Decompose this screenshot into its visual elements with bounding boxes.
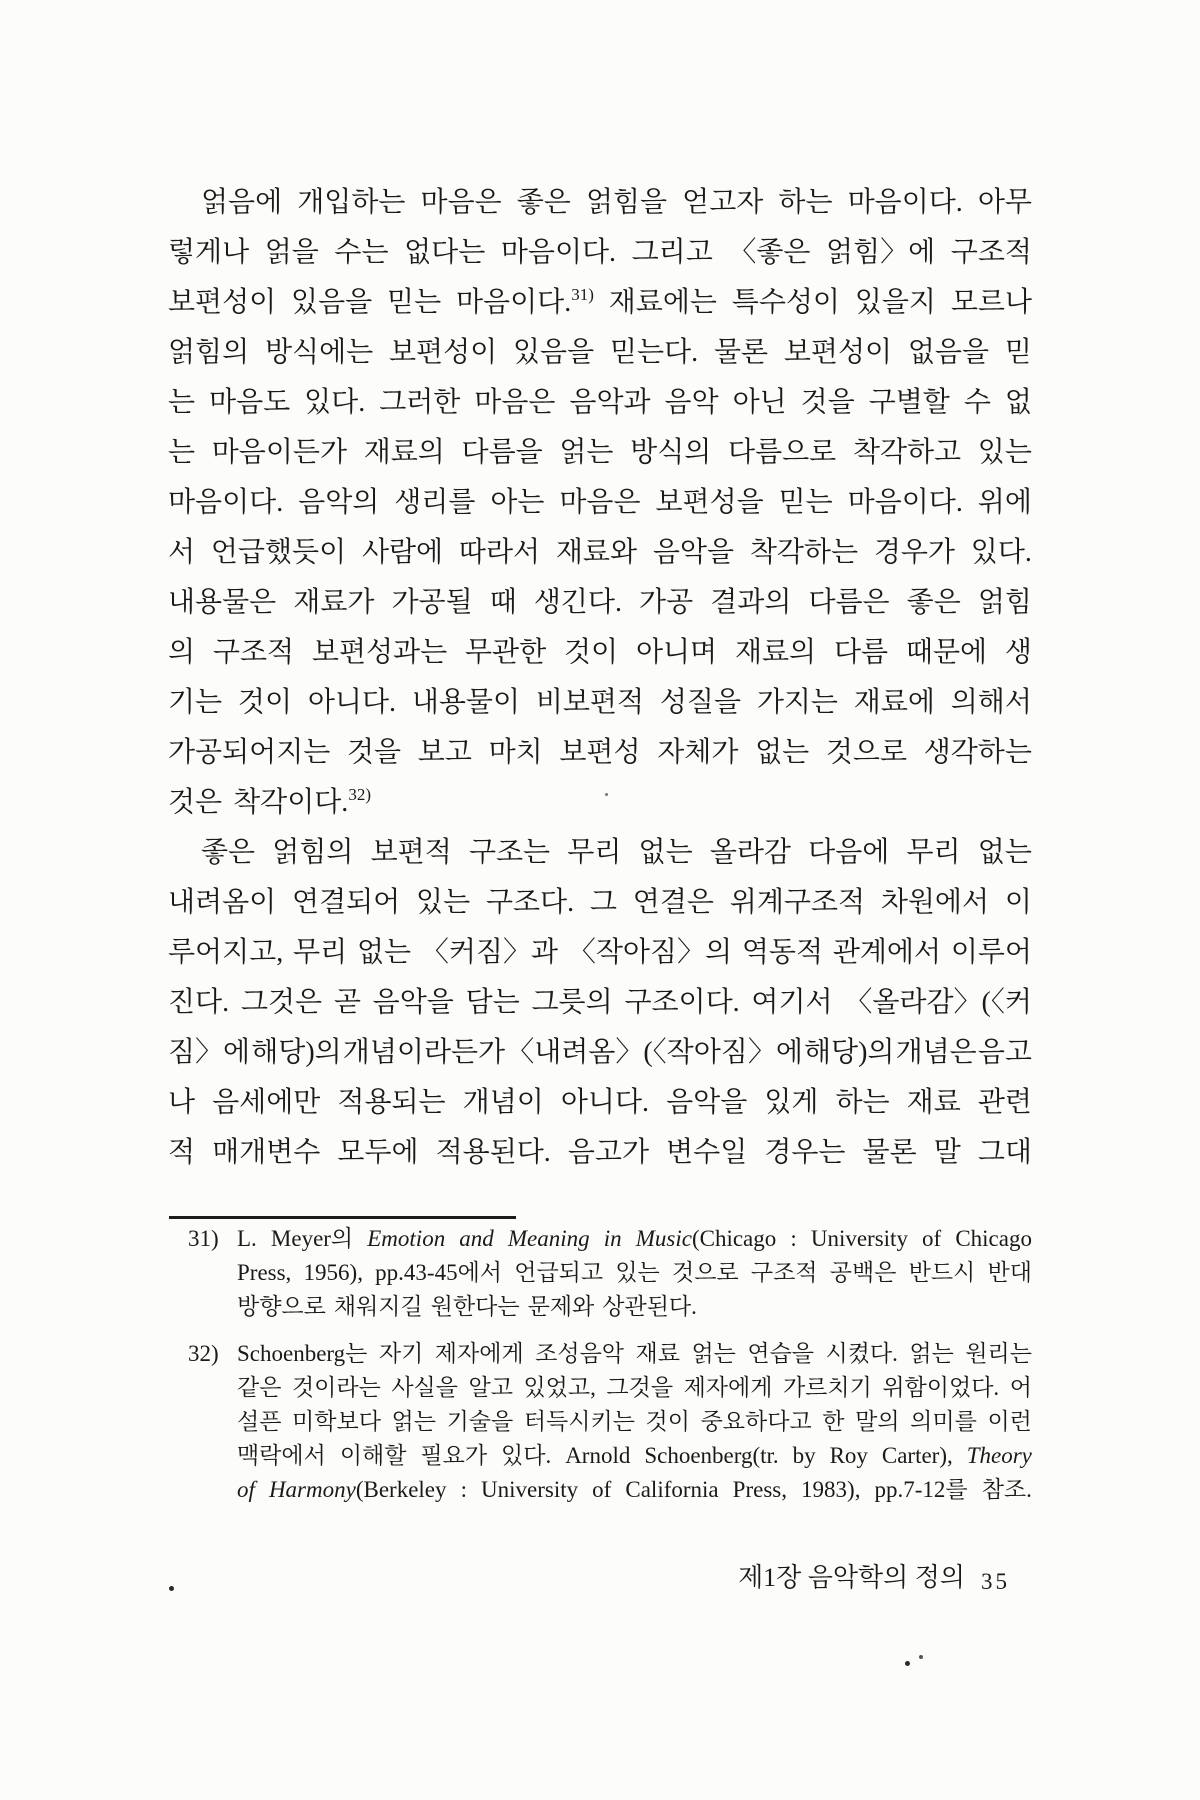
body-text-line: 서 언급했듯이 사람에 따라서 재료와 음악을 착각하는 경우가 있다. [168,537,1032,568]
footnote-lines [237,1222,1032,1324]
footnote-item [168,1222,1032,1324]
body-text-line: 보편성이 있음을 믿는 마음이다.$^{31)}$ 재료에는 특수성이 있을지 모르나 [168,285,1032,318]
footnote-lines [237,1337,1032,1507]
body-text-line: 마음이다. 음악의 생리를 아는 마음은 보편성을 믿는 마음이다. 위에 [168,487,1032,518]
body-text-line: 렇게나 얽을 수는 없다는 마음이다. 그리고 〈좋은 얽힘〉에 구조적 [168,237,1032,268]
body-text-line: 짐〉에 해당)의 개념이라든가 〈내려옴〉(〈작아짐〉에 해당)의 개념은 음고 [168,1037,1032,1068]
footnote-text-line: 맥락에서 이해할 필요가 있다. Arnold Schoenberg(tr. by Roy Carter), Theory [237,1443,1032,1468]
body-text [168,178,1032,1178]
body-text-line: 얽음에 개입하는 마음은 좋은 얽힘을 얻고자 하는 마음이다. 아무 [201,187,1032,218]
footnote-text-line: 방향으로 채워지길 원한다는 문제와 상관된다. [237,1294,697,1319]
footnote-text-line: L. Meyer의 Emotion and Meaning in Music(Chicago : University of Chicago [237,1226,1032,1251]
footnotes [168,1222,1032,1507]
footnote-text-line: of Harmony(Berkeley : University of California Press, 1983), pp.7-12를 참조. [237,1477,1032,1502]
scan-speck [919,1655,923,1659]
body-text-line: 의 구조적 보편성과는 무관한 것이 아니며 재료의 다름 때문에 생 [168,637,1032,668]
page-footer [738,1562,1010,1595]
footnote-text-line: Press, 1956), pp.43-45에서 언급되고 있는 것으로 구조적 공백은 반드시 반대 [237,1260,1032,1285]
body-text-line: 는 마음이든가 재료의 다름을 얽는 방식의 다름으로 착각하고 있는 [168,437,1032,468]
body-text-line: 내용물은 재료가 가공될 때 생긴다. 가공 결과의 다름은 좋은 얽힘 [168,587,1032,618]
body-text-line: 는 마음도 있다. 그러한 마음은 음악과 음악 아닌 것을 구별할 수 없 [168,387,1032,418]
footnote-item [168,1337,1032,1507]
body-text-line: 것은 착각이다.$^{32)}$ [168,785,371,818]
footnote-text-line: 설픈 미학보다 얽는 기술을 터득시키는 것이 중요하다고 한 말의 의미를 이런 [237,1409,1032,1434]
scan-speck [905,1661,910,1666]
body-text-line: 내려옴이 연결되어 있는 구조다. 그 연결은 위계구조적 차원에서 이 [168,887,1032,918]
body-text-line: 나 음세에만 적용되는 개념이 아니다. 음악을 있게 하는 재료 관련 [168,1087,1032,1118]
scan-speck [169,1586,174,1591]
chapter-title: 제1장 음악학의 정의 [738,1563,965,1592]
page-number: 35 [981,1569,1010,1594]
body-text-line: 진다. 그것은 곧 음악을 담는 그릇의 구조이다. 여기서 〈올라감〉(〈커 [168,987,1032,1018]
body-text-line: 기는 것이 아니다. 내용물이 비보편적 성질을 가지는 재료에 의해서 [168,687,1032,718]
footnote-number: 32) [188,1341,219,1366]
body-text-line: 적 매개변수 모두에 적용된다. 음고가 변수일 경우는 물론 말 그대 [168,1137,1032,1168]
footnote-reference: 32) [348,785,371,804]
body-text-line: 루어지고, 무리 없는 〈커짐〉과 〈작아짐〉의 역동적 관계에서 이루어 [168,937,1032,968]
footnote-text-line: 같은 것이라는 사실을 알고 있었고, 그것을 제자에게 가르치기 위함이었다. 어 [237,1375,1032,1400]
body-text-line: 얽힘의 방식에는 보편성이 있음을 믿는다. 물론 보편성이 없음을 믿 [168,337,1032,368]
body-text-line: 가공되어지는 것을 보고 마치 보편성 자체가 없는 것으로 생각하는 [168,737,1032,768]
footnote-separator [169,1216,516,1219]
footnote-number: 31) [188,1226,219,1251]
footnote-reference: 31) [571,285,594,304]
body-text-line: 좋은 얽힘의 보편적 구조는 무리 없는 올라감 다음에 무리 없는 [201,837,1032,868]
footnote-text-line: Schoenberg는 자기 제자에게 조성음악 재료 얽는 연습을 시켰다. 얽는 원리는 [237,1341,1032,1366]
scan-speck [605,793,608,796]
